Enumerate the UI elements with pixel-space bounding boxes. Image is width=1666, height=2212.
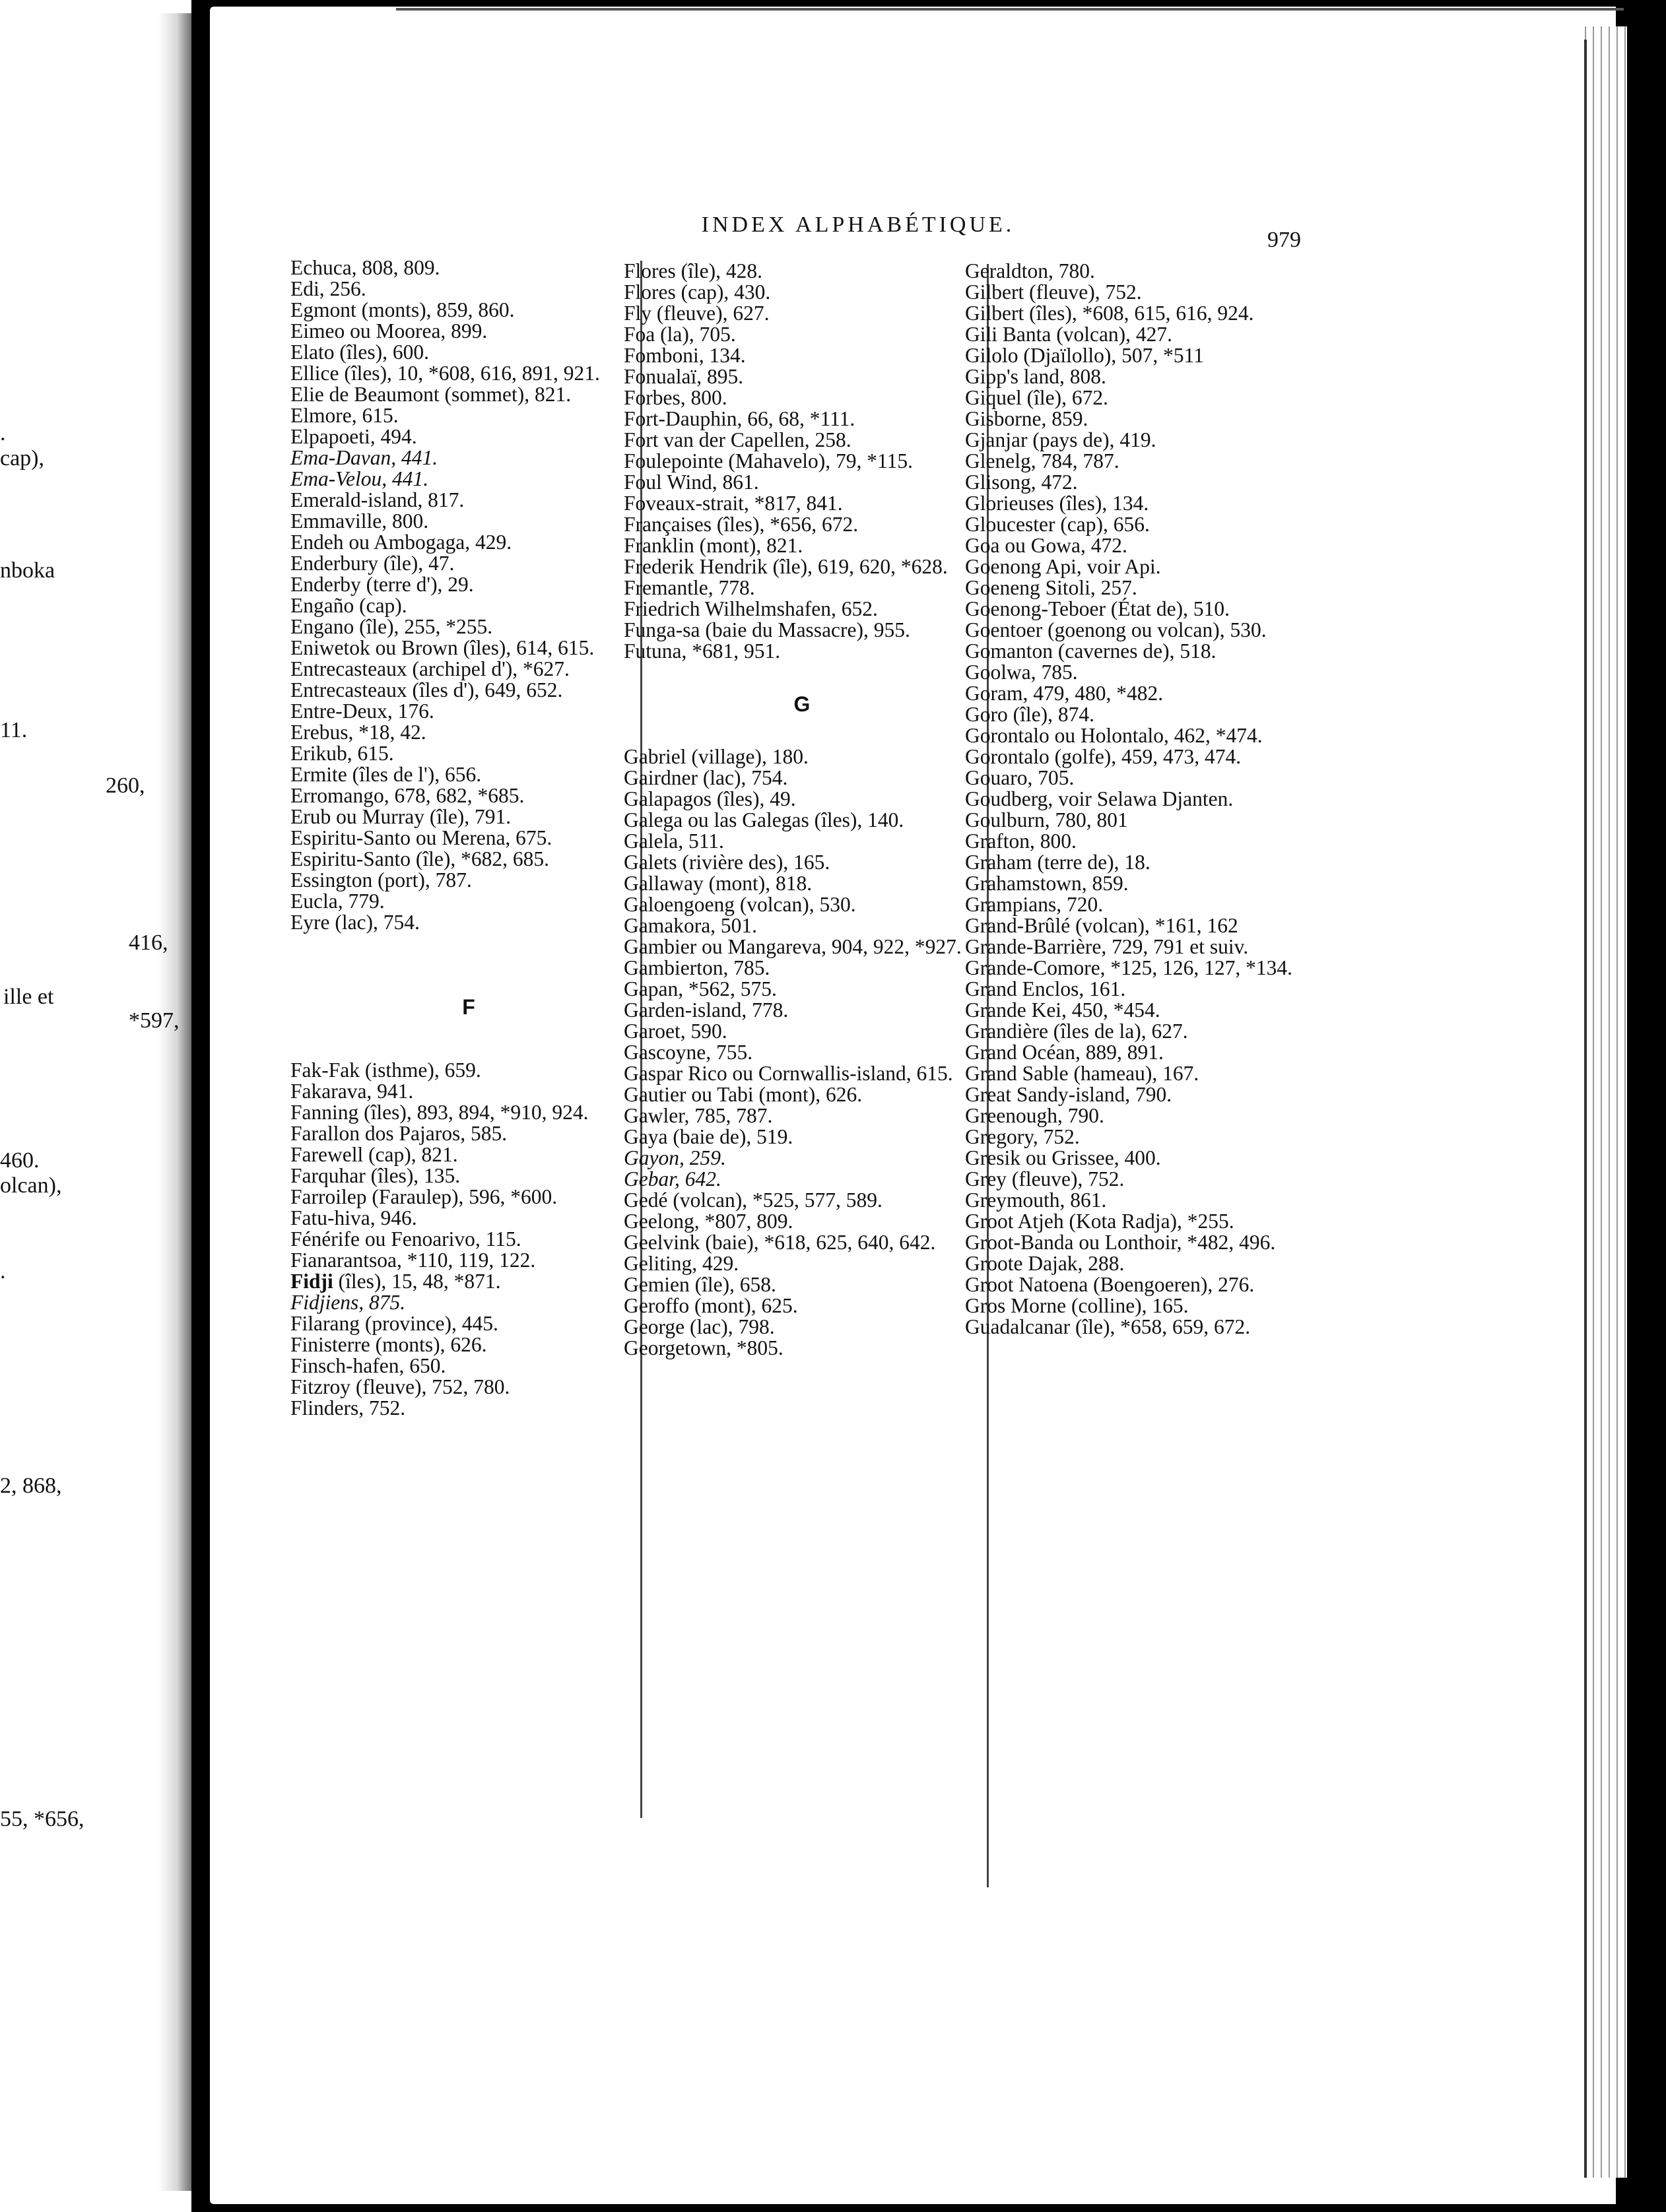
index-entry: Fitzroy (fleuve), 752, 780. <box>290 1375 510 1398</box>
index-entry: Grand Océan, 889, 891. <box>965 1041 1164 1064</box>
index-entry: Gamakora, 501. <box>624 914 758 937</box>
index-entry: Galapagos (îles), 49. <box>624 787 796 810</box>
index-entry: Grandière (îles de la), 627. <box>965 1020 1188 1043</box>
index-entry: Glisong, 472. <box>965 471 1078 494</box>
index-entry: Garden-island, 778. <box>624 998 789 1022</box>
left-page-fragment: ille et <box>3 985 54 1009</box>
running-head: INDEX ALPHABÉTIQUE. <box>701 212 1015 237</box>
index-entry: Fak-Fak (isthme), 659. <box>290 1058 481 1082</box>
index-entry: Groot Natoena (Boengoeren), 276. <box>965 1273 1255 1296</box>
index-entry: Essington (port), 787. <box>290 868 472 892</box>
index-entry: Gisborne, 859. <box>965 407 1088 430</box>
index-entry: Gautier ou Tabi (mont), 626. <box>624 1083 863 1106</box>
index-entry: Gapan, *562, 575. <box>624 977 777 1000</box>
index-entry: Farroilep (Faraulep), 596, *600. <box>290 1185 558 1208</box>
index-entry: Fatu-hiva, 946. <box>290 1206 417 1229</box>
index-entry: Fomboni, 134. <box>624 344 746 367</box>
index-entry: Gomanton (cavernes de), 518. <box>965 639 1216 663</box>
index-entry: Grand-Brûlé (volcan), *161, 162 <box>965 914 1238 937</box>
page-number: 979 <box>1267 228 1301 252</box>
index-entry: Eimeo ou Moorea, 899. <box>290 319 488 342</box>
index-entry: Giquel (île), 672. <box>965 386 1108 409</box>
index-entry: Farewell (cap), 821. <box>290 1143 458 1166</box>
index-entry: Grafton, 800. <box>965 830 1077 853</box>
index-entry: Goulburn, 780, 801 <box>965 808 1128 831</box>
index-entry: Françaises (îles), *656, 672. <box>624 513 859 536</box>
index-entry: Futuna, *681, 951. <box>624 639 781 663</box>
index-entry: Egmont (monts), 859, 860. <box>290 298 515 321</box>
index-entry <box>290 1271 647 1292</box>
index-entry: Groote Dajak, 288. <box>965 1252 1125 1275</box>
index-entry: Galets (rivière des), 165. <box>624 851 830 874</box>
index-entry: Friedrich Wilhelmshafen, 652. <box>624 597 878 620</box>
index-entry: Guadalcanar (île), *658, 659, 672. <box>965 1315 1251 1338</box>
index-entry: Gipp's land, 808. <box>965 365 1106 388</box>
index-entry: Gresik ou Grissee, 400. <box>965 1146 1161 1169</box>
index-entry: Foa (la), 705. <box>624 323 736 346</box>
index-entry: Great Sandy-island, 790. <box>965 1083 1172 1106</box>
index-entry: Goa ou Gowa, 472. <box>965 534 1127 557</box>
index-entry: Ermite (îles de l'), 656. <box>290 763 482 786</box>
index-entry: Gemien (île), 658. <box>624 1273 776 1296</box>
index-entry: Erub ou Murray (île), 791. <box>290 805 512 828</box>
index-entry: Farquhar (îles), 135. <box>290 1164 461 1187</box>
left-page-fragment: *597, <box>129 1008 180 1033</box>
index-entry: Grande-Comore, *125, 126, 127, *134. <box>965 956 1293 979</box>
index-entry: Gilbert (fleuve), 752. <box>965 280 1142 304</box>
index-entry: Fonualaï, 895. <box>624 365 744 388</box>
index-entry: Filarang (province), 445. <box>290 1312 498 1335</box>
index-entry: Groot-Banda ou Lonthoir, *482, 496. <box>965 1231 1276 1254</box>
index-entry-bold-term: Fidji <box>290 1270 333 1293</box>
index-entry: Entre-Deux, 176. <box>290 699 434 723</box>
index-entry: Goram, 479, 480, *482. <box>965 682 1164 705</box>
index-column-3 <box>965 261 1341 1338</box>
index-entry: Fanning (îles), 893, 894, *910, 924. <box>290 1101 589 1124</box>
index-entry: Fort-Dauphin, 66, 68, *111. <box>624 407 855 430</box>
index-entry: Grande-Barrière, 729, 791 et suiv. <box>965 935 1249 958</box>
index-entry: Entrecasteaux (archipel d'), *627. <box>290 657 570 680</box>
index-entry: Goro (île), 874. <box>965 703 1094 726</box>
index-entry: Elato (îles), 600. <box>290 341 429 364</box>
index-entry: Emerald-island, 817. <box>290 488 465 511</box>
index-entry: Gouaro, 705. <box>965 766 1075 789</box>
left-page-fragment: nboka <box>0 558 55 583</box>
index-entry: Erebus, *18, 42. <box>290 721 426 744</box>
index-entry: Elmore, 615. <box>290 404 399 427</box>
index-entry: Fidjiens, 875. <box>290 1291 406 1314</box>
page-edges <box>1581 26 1627 2178</box>
spacer <box>290 933 647 996</box>
index-entry: George (lac), 798. <box>624 1315 775 1338</box>
index-entry-rest: (îles), 15, 48, *871. <box>333 1270 501 1293</box>
index-entry: Goenong Api, voir Api. <box>965 555 1161 578</box>
index-entry: Grampians, 720. <box>965 893 1104 916</box>
index-entry: Gilbert (îles), *608, 615, 616, 924. <box>965 302 1254 325</box>
index-entry: Gorontalo ou Holontalo, 462, *474. <box>965 724 1263 747</box>
index-entry: Gjanjar (pays de), 419. <box>965 428 1156 451</box>
index-entry: Grahamstown, 859. <box>965 872 1129 895</box>
index-entry: Gaspar Rico ou Cornwallis-island, 615. <box>624 1062 953 1085</box>
index-entry: Erromango, 678, 682, *685. <box>290 784 525 807</box>
index-entry: Edi, 256. <box>290 277 366 300</box>
index-entry: Gairdner (lac), 754. <box>624 766 788 789</box>
index-entry: Gebar, 642. <box>624 1167 721 1190</box>
index-entry: Gambierton, 785. <box>624 956 770 979</box>
index-column-2 <box>624 261 980 1359</box>
index-entry: Glorieuses (îles), 134. <box>965 492 1149 515</box>
left-page-fragment: 55, *656, <box>0 1807 84 1831</box>
index-entry: Fremantle, 778. <box>624 576 755 599</box>
index-entry: Glenelg, 784, 787. <box>965 449 1119 472</box>
left-page-fragment: 2, 868, <box>0 1474 62 1498</box>
index-entry: Grande Kei, 450, *454. <box>965 998 1160 1022</box>
index-entry: Grey (fleuve), 752. <box>965 1167 1125 1190</box>
index-entry: Gawler, 785, 787. <box>624 1104 773 1127</box>
index-entry: Funga-sa (baie du Massacre), 955. <box>624 618 910 641</box>
index-entry: Espiritu-Santo (île), *682, 685. <box>290 847 549 870</box>
index-entry: Gedé (volcan), *525, 577, 589. <box>624 1188 883 1212</box>
spacer <box>624 715 980 746</box>
page-edge-rule <box>1584 40 1587 2178</box>
index-entry: Garoet, 590. <box>624 1020 727 1043</box>
index-entry: Geliting, 429. <box>624 1252 739 1275</box>
left-page-fragment: . <box>0 421 6 445</box>
index-entry: Grand Sable (hameau), 167. <box>965 1062 1199 1085</box>
index-column-1 <box>290 257 647 1419</box>
index-entry: Flinders, 752. <box>290 1396 406 1419</box>
index-entry: Endeh ou Ambogaga, 429. <box>290 531 512 554</box>
index-entry: Galela, 511. <box>624 830 724 853</box>
index-entry: Georgetown, *805. <box>624 1336 783 1359</box>
left-page-fragment: cap), <box>0 446 45 471</box>
index-entry: Goentoer (goenong ou volcan), 530. <box>965 618 1267 641</box>
index-entry: Goudberg, voir Selawa Djanten. <box>965 787 1234 810</box>
index-entry: Elpapoeti, 494. <box>290 425 417 448</box>
left-page-fragment: 11. <box>0 718 28 742</box>
index-entry: Ema-Velou, 441. <box>290 467 429 490</box>
index-entry: Goeneng Sitoli, 257. <box>965 576 1137 599</box>
left-page-fragment: 260, <box>106 773 145 798</box>
index-entry: Farallon dos Pajaros, 585. <box>290 1122 508 1145</box>
left-page-fragment: 460. <box>0 1148 40 1173</box>
index-entry: Espiritu-Santo ou Merena, 675. <box>290 826 552 849</box>
index-entry: Fianarantsoa, *110, 119, 122. <box>290 1249 536 1272</box>
index-entry: Geroffo (mont), 625. <box>624 1294 798 1317</box>
index-entry: Galoengoeng (volcan), 530. <box>624 893 856 916</box>
index-entry: Flores (île), 428. <box>624 259 762 282</box>
index-entry: Greymouth, 861. <box>965 1188 1107 1212</box>
index-entry: Gros Morne (colline), 165. <box>965 1294 1189 1317</box>
index-entry: Geelvink (baie), *618, 625, 640, 642. <box>624 1231 936 1254</box>
index-entry: Gayon, 259. <box>624 1146 726 1169</box>
index-entry: Franklin (mont), 821. <box>624 534 803 557</box>
index-entry: Greenough, 790. <box>965 1104 1104 1127</box>
left-page-fragment: . <box>0 1259 6 1284</box>
index-entry: Gilolo (Djaïlollo), 507, *511 <box>965 344 1204 367</box>
index-entry: Fénérife ou Fenoarivo, 115. <box>290 1227 521 1251</box>
index-entry: Erikub, 615. <box>290 742 394 765</box>
index-entry: Enderby (terre d'), 29. <box>290 573 474 596</box>
index-entry: Grand Enclos, 161. <box>965 977 1126 1000</box>
index-entry: Engano (île), 255, *255. <box>290 615 493 638</box>
index-entry: Eyre (lac), 754. <box>290 911 420 934</box>
index-entry: Gascoyne, 755. <box>624 1041 753 1064</box>
section-letter: F <box>462 995 475 1019</box>
index-entry: Entrecasteaux (îles d'), 649, 652. <box>290 678 563 701</box>
index-entry: Eucla, 779. <box>290 890 385 913</box>
index-entry: Forbes, 800. <box>624 386 727 409</box>
index-entry: Fakarava, 941. <box>290 1080 414 1103</box>
index-entry: Ema-Davan, 441. <box>290 446 438 469</box>
index-entry: Groot Atjeh (Kota Radja), *255. <box>965 1210 1234 1233</box>
book-spine <box>191 0 211 2212</box>
index-entry: Frederik Hendrik (île), 619, 620, *628. <box>624 555 948 578</box>
index-entry: Galega ou las Galegas (îles), 140. <box>624 808 904 831</box>
page-top-edge <box>396 8 1624 11</box>
index-entry: Foulepointe (Mahavelo), 79, *115. <box>624 449 914 472</box>
index-entry: Eniwetok ou Brown (îles), 614, 615. <box>290 636 595 659</box>
index-entry: Gloucester (cap), 656. <box>965 513 1150 536</box>
index-entry: Enderbury (île), 47. <box>290 552 455 575</box>
index-entry: Geelong, *807, 809. <box>624 1210 793 1233</box>
index-entry: Gallaway (mont), 818. <box>624 872 813 895</box>
index-entry: Gregory, 752. <box>965 1125 1080 1148</box>
index-entry: Goolwa, 785. <box>965 661 1078 684</box>
index-entry: Elie de Beaumont (sommet), 821. <box>290 383 572 406</box>
index-entry: Gili Banta (volcan), 427. <box>965 323 1173 346</box>
index-entry: Fly (fleuve), 627. <box>624 302 770 325</box>
index-entry: Foveaux-strait, *817, 841. <box>624 492 843 515</box>
left-page-fragment: olcan), <box>0 1173 62 1198</box>
index-entry: Foul Wind, 861. <box>624 471 759 494</box>
index-entry: Gaya (baie de), 519. <box>624 1125 793 1148</box>
index-entry: Emmaville, 800. <box>290 509 429 533</box>
index-entry: Goenong-Teboer (État de), 510. <box>965 597 1230 620</box>
section-letter: G <box>793 692 811 716</box>
index-entry: Finisterre (monts), 626. <box>290 1333 487 1356</box>
index-entry: Graham (terre de), 18. <box>965 851 1150 874</box>
index-entry: Geraldton, 780. <box>965 259 1095 282</box>
spacer <box>290 1018 647 1060</box>
index-entry: Gabriel (village), 180. <box>624 745 809 768</box>
spacer <box>624 662 980 694</box>
index-entry: Ellice (îles), 10, *608, 616, 891, 921. <box>290 362 600 385</box>
index-entry: Engaño (cap). <box>290 594 407 617</box>
index-entry: Echuca, 808, 809. <box>290 256 440 279</box>
left-page-fragment: 416, <box>129 930 168 955</box>
index-entry: Fort van der Capellen, 258. <box>624 428 851 451</box>
index-entry: Flores (cap), 430. <box>624 280 771 304</box>
index-entry: Finsch-hafen, 650. <box>290 1354 446 1377</box>
index-entry: Gambier ou Mangareva, 904, 922, *927. <box>624 935 962 958</box>
index-entry: Gorontalo (golfe), 459, 473, 474. <box>965 745 1242 768</box>
